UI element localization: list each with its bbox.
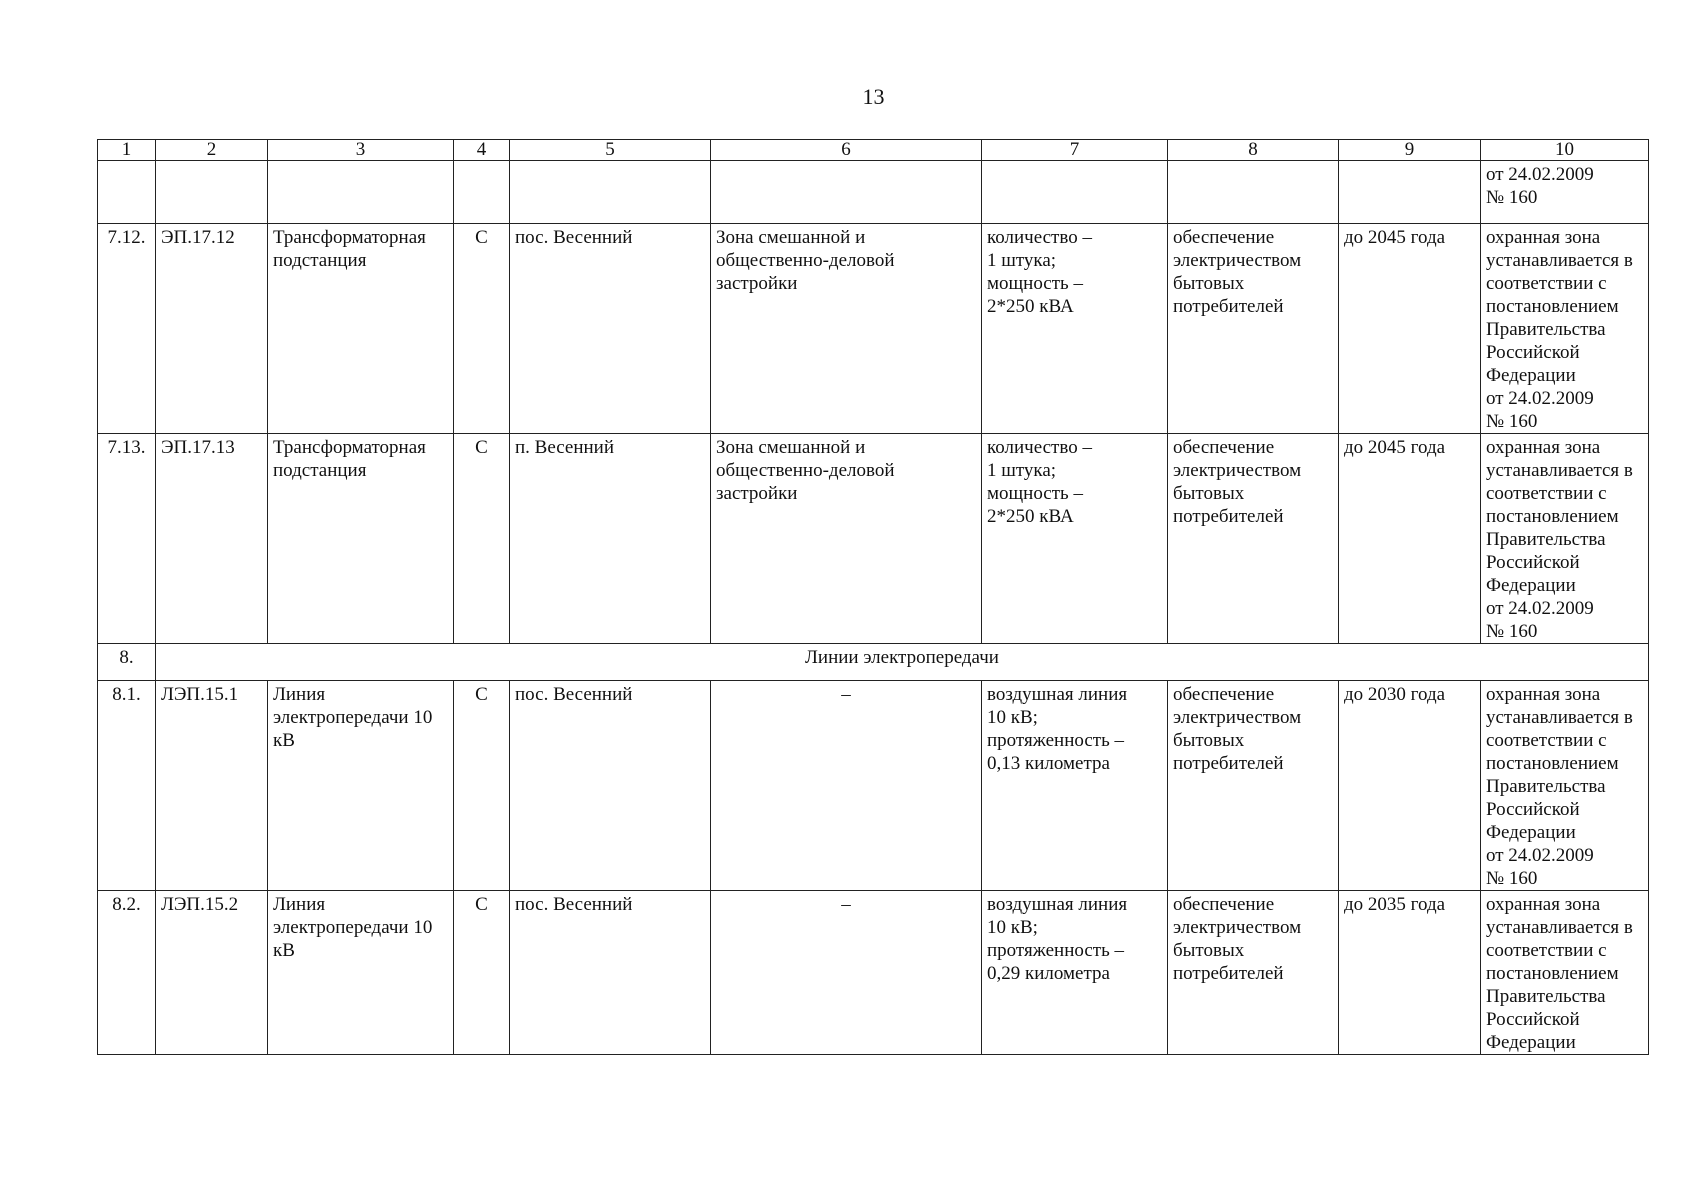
column-header: 3	[268, 140, 454, 161]
empty-cell	[156, 161, 268, 224]
object-purpose: обеспечение электричеством бытовых потребителей	[1168, 224, 1339, 434]
column-header: 1	[98, 140, 156, 161]
row-number: 7.13.	[98, 434, 156, 644]
row-number: 8.2.	[98, 891, 156, 1055]
object-name: Трансформаторная подстанция	[268, 434, 454, 644]
column-header: 7	[982, 140, 1168, 161]
object-code: ЛЭП.15.1	[156, 681, 268, 891]
object-code: ЛЭП.15.2	[156, 891, 268, 1055]
empty-cell	[1168, 161, 1339, 224]
implementation-term: до 2045 года	[1339, 434, 1481, 644]
object-code: ЭП.17.13	[156, 434, 268, 644]
empty-cell	[510, 161, 711, 224]
object-name: Линия электропередачи 10 кВ	[268, 681, 454, 891]
object-note: охранная зона устанавливается в соответствии с постановлением Правительства Российской Федерации от 24.02.2009 № 160	[1481, 434, 1649, 644]
section-header-row	[98, 644, 1649, 681]
object-name: Линия электропередачи 10 кВ	[268, 891, 454, 1055]
empty-cell	[982, 161, 1168, 224]
table-row	[98, 681, 1649, 891]
empty-cell	[1339, 161, 1481, 224]
column-header: 4	[454, 140, 510, 161]
implementation-term: до 2045 года	[1339, 224, 1481, 434]
implementation-term: до 2030 года	[1339, 681, 1481, 891]
table-row	[98, 434, 1649, 644]
table-row	[98, 224, 1649, 434]
column-header: 2	[156, 140, 268, 161]
object-location: п. Весенний	[510, 434, 711, 644]
object-status: С	[454, 891, 510, 1055]
row-number: 7.12.	[98, 224, 156, 434]
page-number: 13	[862, 84, 885, 109]
object-purpose: обеспечение электричеством бытовых потребителей	[1168, 891, 1339, 1055]
continuation-row	[98, 161, 1649, 224]
column-header: 5	[510, 140, 711, 161]
functional-zone: –	[711, 681, 982, 891]
object-status: С	[454, 681, 510, 891]
implementation-term: до 2035 года	[1339, 891, 1481, 1055]
empty-cell	[98, 161, 156, 224]
column-header: 6	[711, 140, 982, 161]
object-characteristics: количество – 1 штука; мощность – 2*250 кВА	[982, 224, 1168, 434]
object-location: пос. Весенний	[510, 891, 711, 1055]
empty-cell	[454, 161, 510, 224]
object-note: охранная зона устанавливается в соответствии с постановлением Правительства Российской Федерации от 24.02.2009 № 160	[1481, 224, 1649, 434]
object-purpose: обеспечение электричеством бытовых потребителей	[1168, 681, 1339, 891]
objects-table	[97, 139, 1649, 1055]
object-characteristics: количество – 1 штука; мощность – 2*250 кВА	[982, 434, 1168, 644]
object-status: С	[454, 434, 510, 644]
object-characteristics: воздушная линия 10 кВ; протяженность – 0,13 километра	[982, 681, 1168, 891]
object-note: охранная зона устанавливается в соответствии с постановлением Правительства Российской Федерации от 24.02.2009 № 160	[1481, 681, 1649, 891]
column-header: 8	[1168, 140, 1339, 161]
object-status: С	[454, 224, 510, 434]
object-name: Трансформаторная подстанция	[268, 224, 454, 434]
functional-zone: –	[711, 891, 982, 1055]
section-title: Линии электропередачи	[156, 644, 1649, 681]
empty-cell	[711, 161, 982, 224]
object-purpose: обеспечение электричеством бытовых потребителей	[1168, 434, 1339, 644]
object-code: ЭП.17.12	[156, 224, 268, 434]
object-location: пос. Весенний	[510, 681, 711, 891]
empty-cell	[268, 161, 454, 224]
column-number-header-row	[98, 140, 1649, 161]
object-location: пос. Весенний	[510, 224, 711, 434]
note-cell: от 24.02.2009 № 160	[1481, 161, 1649, 224]
column-header: 9	[1339, 140, 1481, 161]
column-header: 10	[1481, 140, 1649, 161]
object-note: охранная зона устанавливается в соответствии с постановлением Правительства Российской Федерации	[1481, 891, 1649, 1055]
table-row	[98, 891, 1649, 1055]
row-number: 8.1.	[98, 681, 156, 891]
section-number: 8.	[98, 644, 156, 681]
object-characteristics: воздушная линия 10 кВ; протяженность – 0,29 километра	[982, 891, 1168, 1055]
functional-zone: Зона смешанной и общественно-деловой застройки	[711, 224, 982, 434]
functional-zone: Зона смешанной и общественно-деловой застройки	[711, 434, 982, 644]
